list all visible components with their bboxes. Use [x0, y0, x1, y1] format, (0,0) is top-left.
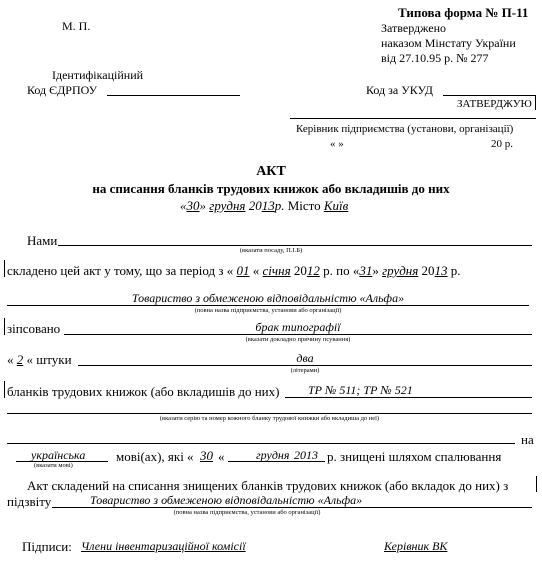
extra-field[interactable]: [7, 443, 515, 444]
blanks-hint: (вказати серію та номер кожного бланку трудової книжки або вкладиша до неї): [159, 415, 380, 422]
spoiled-field[interactable]: [64, 334, 532, 335]
act-org-field[interactable]: [52, 507, 532, 508]
act-date: [180, 199, 348, 212]
spoiled-hint: (вказати докладно причину псування): [245, 336, 351, 343]
ukud-field[interactable]: [443, 95, 536, 96]
na-label: на: [521, 432, 534, 447]
spoiled-value: брак типографії: [255, 320, 341, 334]
lang-hint: (вказати мові): [34, 462, 73, 469]
blanks-value: ТР № 511; ТР № 521: [308, 383, 413, 397]
margin-bar-2: [4, 318, 5, 335]
ukud-label: Код за УКУД: [366, 83, 433, 97]
org-field[interactable]: [7, 305, 529, 306]
edrpou-field[interactable]: [107, 95, 240, 96]
year-unit: р.: [274, 198, 285, 213]
date-open: «: [180, 198, 187, 213]
period-y2a: 20: [421, 263, 435, 278]
act-subtitle: на списання бланків трудових книжок або вкладишів до них: [92, 181, 450, 196]
period-text: складено цей акт у тому, що за період з «: [7, 263, 234, 278]
approve-bar: [535, 96, 536, 110]
destroy-month: грудня: [256, 448, 290, 462]
period-q1: «: [252, 263, 260, 278]
org-hint: (повна назва підприємства, установи або організації): [194, 307, 342, 314]
act-city: Київ: [323, 198, 349, 213]
count-close: « штуки: [26, 352, 72, 367]
margin-bar-3: [4, 381, 5, 398]
destroy-q: «: [218, 449, 225, 464]
blanks-label: бланків трудових книжок (або вкладишів до них): [7, 384, 280, 399]
lang-text: мові(ах), які «: [116, 449, 194, 464]
act-org: Товариство з обмеженою відповідальністю «Альфа»: [90, 493, 363, 507]
count-line: [7, 353, 72, 366]
period-month2: грудня: [382, 263, 419, 278]
act-day: 30: [186, 198, 200, 213]
count-value: 2: [16, 352, 24, 367]
period-p1: р. по «: [323, 263, 360, 278]
approve-signature-field[interactable]: [290, 118, 536, 119]
count-hint: (літерами): [290, 367, 320, 374]
period-p2: р.: [450, 263, 461, 278]
order-label: наказом Мінстату України: [381, 36, 516, 50]
destroy-text: р. знищені шляхом спалювання: [327, 449, 502, 464]
act-text-2: підзвіту: [7, 494, 52, 509]
count-open: «: [7, 352, 14, 367]
edrpou-label: Код ЄДРПОУ: [27, 83, 98, 97]
blanks-field-2[interactable]: [7, 413, 532, 414]
signature-head[interactable]: Керівник ВК: [384, 539, 448, 553]
act-year: 13: [261, 198, 275, 213]
period-day2: 31: [359, 263, 373, 278]
form-title: Типова форма № П-11: [398, 5, 529, 20]
act-text-1: Акт складений на списання знищених бланків трудових книжок (або вкладок до них) з: [27, 478, 509, 493]
act-month: грудня: [209, 198, 246, 213]
ident-label: Ідентифікаційний: [52, 68, 144, 82]
approve-date: « »: [330, 138, 344, 150]
signature-members[interactable]: Члени інвентаризаційної комісії: [81, 539, 246, 553]
period-y1b: 12: [306, 263, 320, 278]
destroy-year: 2013: [294, 448, 318, 462]
date-close: »: [199, 198, 206, 213]
approve-year: 20 р.: [491, 138, 513, 150]
approve-label: ЗАТВЕРДЖУЮ: [457, 98, 532, 110]
by-label: Нами: [27, 233, 58, 248]
act-title: АКТ: [256, 164, 286, 179]
margin-bar-4: [536, 476, 537, 492]
commission-field[interactable]: [58, 245, 532, 246]
by-hint: (вказати посаду, П.І.Б): [239, 247, 303, 254]
period-q2: »: [372, 263, 379, 278]
order-date: від 27.10.95 р. № 277: [381, 51, 489, 65]
stamp-place: М. П.: [62, 19, 91, 33]
org-value: Товариство з обмеженою відповідальністю «Альфа»: [131, 291, 405, 305]
count-field[interactable]: [78, 365, 532, 366]
period-month1: січня: [262, 263, 291, 278]
period-day1: 01: [236, 263, 250, 278]
head-role: Керівник підприємства (установи, організації): [296, 123, 514, 135]
period-y1a: 20: [293, 263, 307, 278]
signatures-label: Підписи:: [22, 539, 72, 554]
act-org-hint: (повна назва підприємства, установи або організації): [173, 509, 321, 516]
lang-value: українська: [31, 448, 86, 462]
approved-label: Затверджено: [381, 21, 447, 35]
margin-bar-1: [4, 260, 5, 277]
city-label: Місто: [287, 198, 321, 213]
destroy-day: 30: [200, 448, 213, 463]
period-y2b: 13: [434, 263, 448, 278]
year-prefix: 20: [248, 198, 262, 213]
count-words: два: [296, 351, 314, 365]
spoiled-label: зіпсовано: [7, 321, 61, 336]
period-line: [7, 264, 461, 277]
blanks-field[interactable]: [285, 397, 532, 398]
